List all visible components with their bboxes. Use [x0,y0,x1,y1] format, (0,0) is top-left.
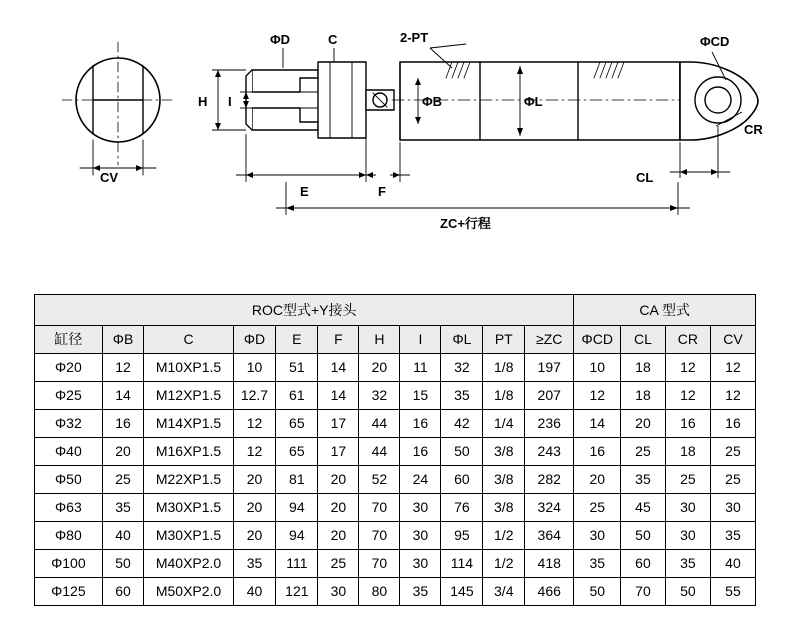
cell-cl: 45 [621,494,666,522]
table-row [35,522,756,550]
cell-bore: Φ63 [35,494,103,522]
cell-pt: 1/8 [483,382,525,410]
cell-bore: Φ20 [35,354,103,382]
cell-phid: 40 [233,578,276,606]
cell-phicd: 25 [574,494,621,522]
cell-phib: 12 [102,354,144,382]
cell-cv: 16 [710,410,755,438]
col-header-i: I [400,326,441,354]
y-clevis [246,62,394,138]
cell-phicd: 14 [574,410,621,438]
cell-cr: 16 [665,410,710,438]
cell-c: M14XP1.5 [144,410,233,438]
col-header-cv: CV [710,326,755,354]
cell-cl: 18 [621,382,666,410]
cell-zc: 282 [525,466,574,494]
col-header-cl: CL [621,326,666,354]
cylinder-technical-drawing [0,0,790,290]
cell-bore: Φ80 [35,522,103,550]
cell-cl: 35 [621,466,666,494]
cell-f: 25 [318,550,359,578]
cell-h: 70 [359,550,400,578]
label-phi-l: ΦL [524,94,543,109]
col-header-h: H [359,326,400,354]
cell-cv: 55 [710,578,755,606]
cell-f: 17 [318,410,359,438]
cell-pt: 3/8 [483,466,525,494]
label-cl: CL [636,170,654,185]
cell-c: M16XP1.5 [144,438,233,466]
cell-phicd: 12 [574,382,621,410]
label-cv: CV [100,170,119,185]
cell-c: M22XP1.5 [144,466,233,494]
cell-phid: 10 [233,354,276,382]
spec-table-container [34,294,756,606]
cell-cr: 12 [665,354,710,382]
cell-i: 24 [400,466,441,494]
cell-zc: 243 [525,438,574,466]
cell-e: 94 [276,494,318,522]
cell-phicd: 10 [574,354,621,382]
cell-phicd: 16 [574,438,621,466]
cell-cr: 25 [665,466,710,494]
col-header-bore: 缸径 [35,326,103,354]
cell-phil: 32 [441,354,483,382]
cell-cr: 50 [665,578,710,606]
label-phi-d: ΦD [270,32,291,47]
cell-f: 20 [318,522,359,550]
cell-cv: 35 [710,522,755,550]
cell-cr: 18 [665,438,710,466]
cell-cr: 30 [665,494,710,522]
cell-phid: 20 [233,522,276,550]
dim-f [366,142,410,182]
cell-h: 80 [359,578,400,606]
specification-table [34,294,756,606]
cell-phib: 16 [102,410,144,438]
cell-phil: 60 [441,466,483,494]
leader-2pt-2 [430,44,466,48]
cell-h: 70 [359,494,400,522]
cell-zc: 236 [525,410,574,438]
col-header-phil: ΦL [441,326,483,354]
label-h: H [198,94,208,109]
label-c: C [328,32,338,47]
col-header-e: E [276,326,318,354]
label-phi-b: ΦB [422,94,443,109]
cell-zc: 207 [525,382,574,410]
cell-cv: 25 [710,438,755,466]
cell-h: 52 [359,466,400,494]
cell-c: M12XP1.5 [144,382,233,410]
cell-phid: 12 [233,438,276,466]
col-header-f: F [318,326,359,354]
cell-i: 30 [400,494,441,522]
group-header-roc: ROC型式+Y接头 [35,295,574,326]
cell-c: M40XP2.0 [144,550,233,578]
table-row [35,438,756,466]
cell-f: 14 [318,382,359,410]
cell-pt: 1/4 [483,410,525,438]
cell-phil: 35 [441,382,483,410]
col-header-cr: CR [665,326,710,354]
table-row [35,494,756,522]
label-phi-cd: ΦCD [700,34,730,49]
end-view-circle [62,42,174,165]
label-f: F [378,184,386,199]
col-header-c: C [144,326,233,354]
cell-phid: 20 [233,494,276,522]
dim-zc-stroke [276,182,690,215]
cell-f: 20 [318,466,359,494]
cell-phib: 25 [102,466,144,494]
cell-zc: 418 [525,550,574,578]
cell-i: 16 [400,410,441,438]
cell-phib: 50 [102,550,144,578]
cell-phib: 14 [102,382,144,410]
cell-e: 61 [276,382,318,410]
cell-bore: Φ25 [35,382,103,410]
cell-e: 121 [276,578,318,606]
cell-h: 44 [359,438,400,466]
cell-e: 51 [276,354,318,382]
cell-f: 14 [318,354,359,382]
cell-phil: 42 [441,410,483,438]
cell-cl: 60 [621,550,666,578]
cell-cv: 30 [710,494,755,522]
cell-phib: 60 [102,578,144,606]
cell-phid: 12 [233,410,276,438]
cell-cv: 12 [710,354,755,382]
cell-i: 11 [400,354,441,382]
group-header-ca: CA 型式 [574,295,756,326]
cell-bore: Φ40 [35,438,103,466]
col-header-phib: ΦB [102,326,144,354]
cell-bore: Φ32 [35,410,103,438]
cell-e: 65 [276,410,318,438]
cell-phib: 35 [102,494,144,522]
cell-pt: 3/4 [483,578,525,606]
table-row [35,578,756,606]
cell-i: 35 [400,578,441,606]
cell-c: M10XP1.5 [144,354,233,382]
cell-phid: 12.7 [233,382,276,410]
cell-f: 30 [318,578,359,606]
cell-phicd: 35 [574,550,621,578]
table-row [35,382,756,410]
cell-pt: 3/8 [483,438,525,466]
cell-cv: 12 [710,382,755,410]
cell-e: 111 [276,550,318,578]
cell-phil: 76 [441,494,483,522]
cell-cv: 40 [710,550,755,578]
cell-c: M50XP2.0 [144,578,233,606]
cell-i: 15 [400,382,441,410]
cell-h: 44 [359,410,400,438]
cell-cl: 20 [621,410,666,438]
cell-pt: 1/2 [483,550,525,578]
cell-phicd: 20 [574,466,621,494]
cell-cl: 70 [621,578,666,606]
col-header-pt: PT [483,326,525,354]
cell-cl: 25 [621,438,666,466]
cell-e: 81 [276,466,318,494]
cell-phil: 145 [441,578,483,606]
table-head [35,295,756,354]
cell-e: 65 [276,438,318,466]
col-header-phicd: ΦCD [574,326,621,354]
table-body [35,354,756,606]
cell-phil: 114 [441,550,483,578]
table-row [35,550,756,578]
cell-h: 70 [359,522,400,550]
cell-zc: 324 [525,494,574,522]
table-column-header-row [35,326,756,354]
cell-f: 17 [318,438,359,466]
cell-phicd: 50 [574,578,621,606]
label-2-pt: 2-PT [400,30,429,45]
cell-cr: 30 [665,522,710,550]
cell-phib: 20 [102,438,144,466]
cell-pt: 1/2 [483,522,525,550]
label-cr: CR [744,122,763,137]
cell-phid: 20 [233,466,276,494]
cell-bore: Φ50 [35,466,103,494]
cell-phib: 40 [102,522,144,550]
cell-e: 94 [276,522,318,550]
cell-f: 20 [318,494,359,522]
cell-pt: 3/8 [483,494,525,522]
cell-zc: 197 [525,354,574,382]
cell-h: 20 [359,354,400,382]
table-row [35,466,756,494]
cell-h: 32 [359,382,400,410]
label-zc-stroke: ZC+行程 [440,216,491,231]
cell-phil: 95 [441,522,483,550]
cell-cv: 25 [710,466,755,494]
cell-c: M30XP1.5 [144,494,233,522]
cell-bore: Φ125 [35,578,103,606]
table-group-header-row [35,295,756,326]
col-header-zc: ≥ZC [525,326,574,354]
cell-zc: 364 [525,522,574,550]
cell-i: 30 [400,522,441,550]
cell-pt: 1/8 [483,354,525,382]
label-e: E [300,184,309,199]
cell-i: 16 [400,438,441,466]
col-header-phid: ΦD [233,326,276,354]
cell-c: M30XP1.5 [144,522,233,550]
cell-cl: 50 [621,522,666,550]
cell-zc: 466 [525,578,574,606]
cell-cr: 35 [665,550,710,578]
cell-cr: 12 [665,382,710,410]
cell-phid: 35 [233,550,276,578]
cell-cl: 18 [621,354,666,382]
label-i: I [228,94,232,109]
table-row [35,410,756,438]
cell-bore: Φ100 [35,550,103,578]
table-row [35,354,756,382]
cell-phil: 50 [441,438,483,466]
cell-i: 30 [400,550,441,578]
cell-phicd: 30 [574,522,621,550]
drawing-svg [0,0,790,290]
